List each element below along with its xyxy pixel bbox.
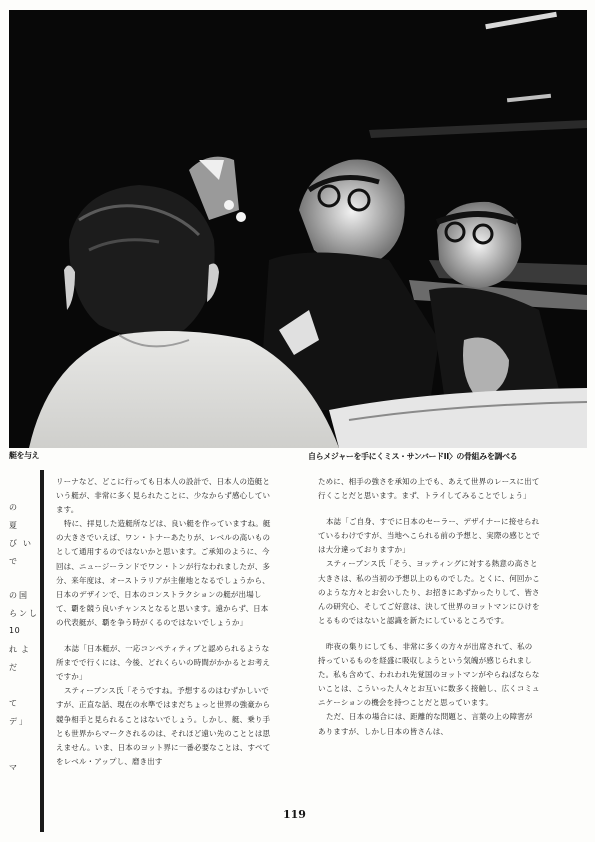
margin-fragment: 」: [19, 717, 28, 726]
margin-fragment: 国: [19, 591, 28, 600]
margin-fragment: デ: [9, 717, 18, 726]
margin-fragment: い: [23, 539, 32, 548]
article-column-left: [56, 475, 276, 769]
article-photo: [9, 10, 587, 448]
photo-illustration: [9, 10, 587, 448]
margin-fragment: び: [9, 539, 18, 548]
margin-fragment: て: [9, 699, 18, 708]
paragraph: 本誌「日本艇が、一応コンペティティブと認められるような所までで行くには、今後、どれくらいの時間がかかるとお考えですか」: [56, 644, 271, 682]
paragraph: スティーブンス氏「そう、ヨッティングに対する熱意の高さと大きさは、私の当初の予想以上のものでした。とくに、何回かこのような方々とお会いしたり、お招きにあずかったりして、皆さんの研究心、そしてご好意は、決して世界のヨットマンにひけをとるものではないと認識を新たにしているところです。: [318, 559, 540, 625]
paragraph: 昨夜の集りにしても、非常に多くの方々が出席されて、私の持っているものを経盛に吸収しようという気魄が感じられました。私も含めて、われわれ先覚国のヨットマンがやらねばならないことは、こういった人々とお互いに数多く接触し、広くコミュニケーションの機会を持つことだと思っています。: [318, 641, 540, 708]
margin-fragment: の: [9, 503, 18, 512]
paragraph: ただ、日本の場合には、距離的な問題と、言葉の上の障害がありますが、しかし日本の皆さんは、: [318, 712, 533, 736]
margin-fragment: だ: [9, 663, 18, 672]
paragraph: リーナなど、どこに行っても日本人の設計で、日本人の造艇という艇が、非常に多く見られたことに、少なからず感心しています。: [56, 477, 271, 515]
photo-caption-right: 自らメジャーを手にくミス・サンバードII〉の骨組みを調べる: [308, 452, 518, 461]
margin-fragment: で: [9, 557, 18, 566]
margin-fragment: ら: [9, 609, 18, 618]
paragraph: 本誌「ご自身、すでに日本のセーラー、デザイナーに接せられているわけですが、当地へこられる前の予想と、実際の感じとでは大分違っておりますか」: [318, 517, 540, 555]
left-margin-fragments: [9, 502, 39, 822]
paragraph: ために、相手の強さを承知の上でも、あえて世界のレースに出て行くことだと思います。まず、トライしてみることでしょう」: [318, 477, 540, 501]
article-column-right: [318, 475, 540, 739]
margin-fragment: し: [29, 609, 38, 618]
page-spine-shadow: [40, 470, 44, 832]
margin-fragment: よ: [21, 645, 30, 654]
margin-fragment: れ: [9, 645, 18, 654]
margin-fragment: の: [9, 591, 18, 600]
margin-fragment: ン: [19, 609, 28, 618]
margin-fragment: マ: [9, 763, 18, 772]
paragraph: 特に、拝見した造艇所などは、良い艇を作っていますね。艇の大きさでいえば、ワン・トナーあたりが、レベルの高いものとして通用するのではないかと思います。ご承知のように、今回は、ニュージーランドでワン・トンが行なわれましたが、多分、来年度は、オーストラリアが主催地となるでしょうから、日本のデザインで、日本のコンストラクションの艇が出場して、覇を競う良いチャンスとなると思います。遠からず、日本の代表艇が、覇を争う時がくるのではないでしょうか」: [56, 519, 271, 627]
photo-caption-left: 艇を与え: [9, 451, 39, 460]
page-number: 119: [283, 808, 306, 821]
margin-fragment: 10: [9, 626, 21, 635]
paragraph: スティーブンス氏「そうですね。予想するのはむずかしいですが、正直な話、現在の水準ではまだちょっと世界の強豪から競争相手と見られることはないでしょう。しかし、艇、乗り手とも世界からマークされるのは、それほど遠い先のこととは思えません。いま、日本のヨット界に一番必要なことは、すべてをレベル・アップし、磨き出す: [56, 686, 271, 766]
margin-fragment: 夏: [9, 521, 18, 530]
